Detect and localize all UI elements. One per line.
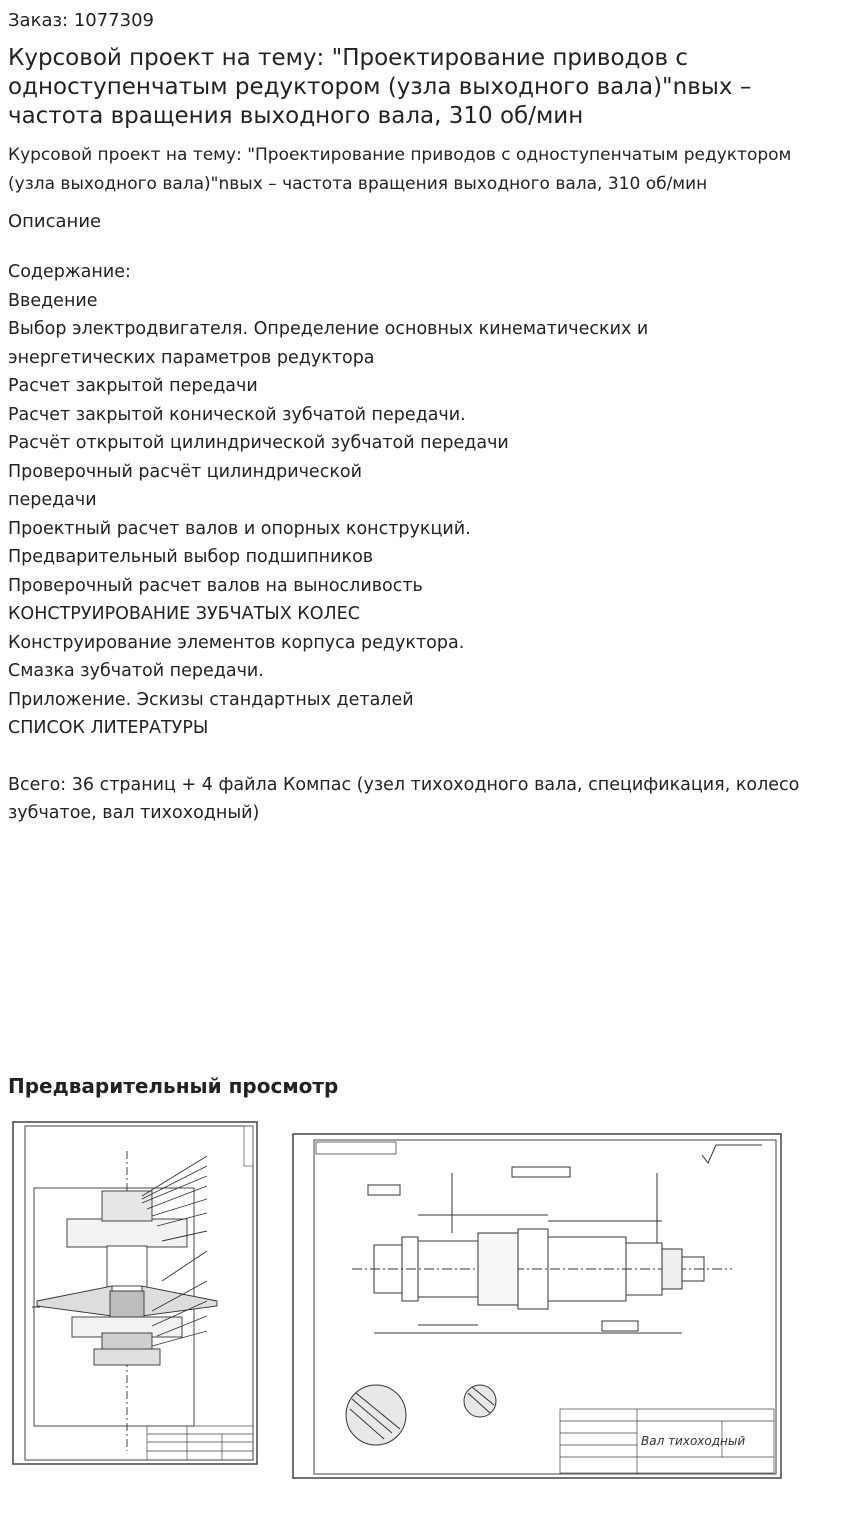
list-item: Выбор электродвигателя. Определение основных кинематических и (8, 319, 649, 339)
page-title: Курсовой проект на тему: "Проектирование приводов с одноступенчатым редуктором (узла выходного вала)"nвых – частота вращения выходного вала, 310 об/мин (8, 45, 752, 129)
preview-image-assembly[interactable] (12, 1121, 258, 1465)
list-item: Расчет закрытой передачи (8, 376, 258, 396)
subtitle: Курсовой проект на тему: "Проектирование приводов с одноступенчатым редуктором (узла выходного вала)"nвых – частота вращения выходного вала, 310 об/мин (8, 145, 792, 194)
list-item: Содержание: (8, 262, 131, 282)
list-item: Конструирование элементов корпуса редуктора. (8, 632, 465, 653)
list-item: Приложение. Эскизы стандартных деталей (8, 689, 414, 710)
contents-list (8, 258, 839, 743)
list-item: передачи (8, 490, 97, 510)
list-item: Расчет закрытой конической зубчатой передачи. (8, 404, 466, 425)
list-item: СПИСОК ЛИТЕРАТУРЫ (8, 718, 209, 738)
drawing-stamp-title: Вал тихоходный (641, 1434, 746, 1448)
preview-image-shaft[interactable] (292, 1133, 782, 1479)
preview-heading: Предварительный просмотр (8, 1074, 339, 1098)
list-item: Проверочный расчёт цилиндрической (8, 461, 362, 482)
list-item: КОНСТРУИРОВАНИЕ ЗУБЧАТЫХ КОЛЕС (8, 604, 360, 624)
list-item: Введение (8, 290, 98, 311)
list-item: энергетических параметров редуктора (8, 347, 375, 368)
shaft-drawing (292, 1133, 782, 1479)
list-item: Проектный расчет валов и опорных конструкций. (8, 518, 471, 539)
list-item: Смазка зубчатой передачи. (8, 661, 264, 681)
order-number: Заказ: 1077309 (8, 10, 154, 31)
description-label: Описание (8, 211, 102, 232)
list-item: Расчёт открытой цилиндрической зубчатой передачи (8, 433, 509, 453)
total-summary: Всего: 36 страниц + 4 файла Компас (узел тихоходного вала, спецификация, колесо зубчатое, вал тихоходный) (8, 774, 800, 823)
list-item: Проверочный расчет валов на выносливость (8, 575, 423, 596)
list-item: Предварительный выбор подшипников (8, 547, 374, 567)
assembly-drawing (12, 1121, 258, 1465)
